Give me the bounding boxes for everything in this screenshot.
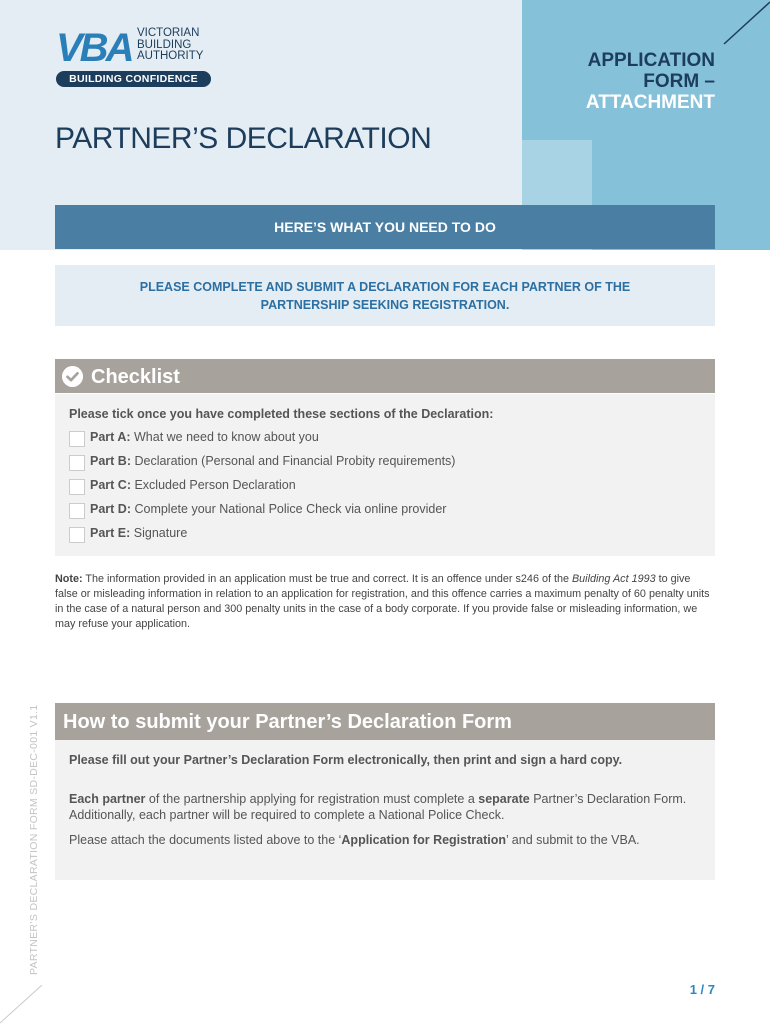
logo-tagline: BUILDING CONFIDENCE bbox=[56, 71, 211, 87]
part-label: Part D: bbox=[90, 502, 131, 516]
logo-name-line: VICTORIAN bbox=[137, 27, 200, 39]
logo-name-line: BUILDING bbox=[137, 38, 192, 51]
how-paragraph bbox=[69, 791, 709, 823]
todo-banner: HERE’S WHAT YOU NEED TO DO bbox=[55, 205, 715, 249]
logo-name-line: AUTHORITY bbox=[137, 50, 204, 62]
body-text: of the partnership applying for registration must complete a bbox=[148, 792, 475, 806]
how-to-submit-header bbox=[55, 703, 715, 740]
body-text: ’ and submit to the VBA. bbox=[506, 833, 640, 847]
corner-line-decoration bbox=[722, 0, 770, 46]
checklist-header bbox=[55, 359, 715, 393]
emphasis-text: separate bbox=[478, 792, 530, 806]
legal-note bbox=[55, 572, 715, 632]
checkbox[interactable] bbox=[69, 503, 85, 519]
how-to-submit-body bbox=[55, 740, 715, 880]
logo-name bbox=[137, 28, 203, 63]
how-paragraph: Please fill out your Partner’s Declaration Form electronically, then print and sign a hard copy. bbox=[69, 753, 623, 767]
how-to-submit-title: How to submit your Partner’s Declaration Form bbox=[63, 711, 512, 733]
part-description: Signature bbox=[133, 526, 188, 540]
checklist-lead: Please tick once you have completed these sections of the Declaration: bbox=[69, 407, 494, 421]
how-paragraph bbox=[69, 832, 709, 848]
checkmark-circle-icon bbox=[62, 366, 83, 387]
checklist-body bbox=[55, 394, 715, 556]
note-text: The information provided in an application must be true and correct. It is an offence under s246 of the bbox=[85, 573, 569, 585]
checkbox[interactable] bbox=[69, 527, 85, 543]
part-description: Declaration (Personal and Financial Probity requirements) bbox=[134, 454, 456, 468]
emphasis-text: Each partner bbox=[69, 792, 146, 806]
part-label: Part E: bbox=[90, 526, 131, 540]
note-text: to give false or misleading information in relation to an application for registration, and this offence carries a maximum penalty of 60 penalty units in the case of a natural person and 300 penalty units in the case of a body corporate. If you provide false or misleading information, we may refuse your application. bbox=[55, 573, 710, 630]
vba-logo bbox=[56, 28, 216, 88]
app-label-line: APPLICATION bbox=[587, 50, 715, 71]
app-label-line: FORM – bbox=[643, 71, 715, 92]
part-label: Part A: bbox=[90, 430, 131, 444]
application-form-label bbox=[586, 50, 715, 113]
checkbox[interactable] bbox=[69, 431, 85, 447]
part-description: Complete your National Police Check via online provider bbox=[134, 502, 447, 516]
instruction-text: PLEASE COMPLETE AND SUBMIT A DECLARATION FOR EACH PARTNER OF THE PARTNERSHIP SEEKING REGISTRATION. bbox=[139, 279, 631, 312]
checkbox[interactable] bbox=[69, 479, 85, 495]
body-text: Please attach the documents listed above to the ‘ bbox=[69, 833, 342, 847]
part-description: Excluded Person Declaration bbox=[134, 478, 296, 492]
logo-letters: VBA bbox=[56, 26, 132, 70]
act-name: Building Act 1993 bbox=[571, 573, 656, 585]
page-number: 1 / 7 bbox=[689, 982, 715, 997]
checkbox[interactable] bbox=[69, 455, 85, 471]
app-label-line: ATTACHMENT bbox=[585, 92, 715, 113]
form-code-side-text: PARTNER’S DECLARATION FORM SD-DEC-001 V1.1 bbox=[28, 704, 40, 975]
page-title: PARTNER’S DECLARATION bbox=[55, 122, 432, 155]
body-text: Partner’s Declaration Form. Additionally, each partner will be required to complete a National Police Check. bbox=[69, 792, 687, 822]
part-description: What we need to know about you bbox=[134, 430, 319, 444]
part-label: Part B: bbox=[90, 454, 131, 468]
corner-line-decoration bbox=[0, 985, 44, 1025]
part-label: Part C: bbox=[90, 478, 131, 492]
emphasis-text: Application for Registration bbox=[341, 833, 506, 847]
instruction-box bbox=[55, 265, 715, 326]
checklist-title: Checklist bbox=[91, 366, 180, 388]
note-label: Note: bbox=[55, 573, 83, 585]
